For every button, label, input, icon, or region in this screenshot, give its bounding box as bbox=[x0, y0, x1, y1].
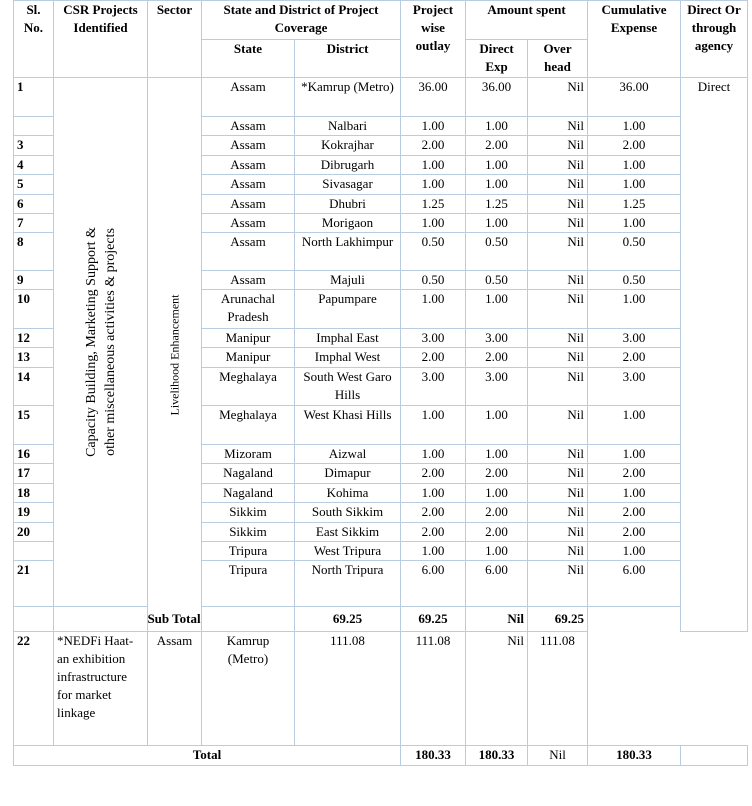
cell-outlay: 1.00 bbox=[401, 406, 466, 445]
cell-district: Kohima bbox=[295, 484, 401, 503]
header-csr-projects: CSR Projects Identified bbox=[54, 1, 148, 78]
cell-overhead: Nil bbox=[528, 271, 588, 290]
cell-outlay: 2.00 bbox=[401, 136, 466, 156]
cell-direct-exp: 2.00 bbox=[466, 464, 528, 484]
subtotal-cumulative: 69.25 bbox=[528, 607, 588, 632]
cell-state: Assam bbox=[202, 233, 295, 271]
cell-direct-exp: 111.08 bbox=[401, 632, 466, 746]
cell-overhead: Nil bbox=[528, 523, 588, 542]
total-agency bbox=[681, 746, 748, 766]
cell-outlay: 1.00 bbox=[401, 214, 466, 233]
cell-overhead: Nil bbox=[528, 561, 588, 607]
cell-cumulative: 3.00 bbox=[588, 329, 681, 348]
cell-state: Tripura bbox=[202, 542, 295, 561]
cell-outlay: 1.00 bbox=[401, 542, 466, 561]
total-label: Total bbox=[14, 746, 401, 766]
cell-overhead: Nil bbox=[528, 156, 588, 175]
cell-state: Manipur bbox=[202, 348, 295, 368]
cell-outlay: 36.00 bbox=[401, 78, 466, 117]
total-direct: 180.33 bbox=[466, 746, 528, 766]
cell-overhead: Nil bbox=[528, 503, 588, 523]
cell-sl: 10 bbox=[14, 290, 54, 329]
table-row bbox=[14, 632, 748, 746]
cell-cumulative: 6.00 bbox=[588, 561, 681, 607]
header-overhead: Over head bbox=[528, 40, 588, 78]
cell-district: South West Garo Hills bbox=[295, 368, 401, 406]
cell-direct-exp: 3.00 bbox=[466, 368, 528, 406]
cell-cumulative: 1.00 bbox=[588, 445, 681, 464]
agency-cell: Direct bbox=[681, 78, 748, 632]
cell-sl: 13 bbox=[14, 348, 54, 368]
cell-state: Assam bbox=[202, 271, 295, 290]
cell-overhead: Nil bbox=[528, 175, 588, 195]
cell-sl: 21 bbox=[14, 561, 54, 607]
cell-cumulative: 2.00 bbox=[588, 464, 681, 484]
cell-outlay: 111.08 bbox=[295, 632, 401, 746]
cell-outlay: 1.00 bbox=[401, 175, 466, 195]
cell-state: Meghalaya bbox=[202, 368, 295, 406]
total-overhead: Nil bbox=[528, 746, 588, 766]
cell-district: Sivasagar bbox=[295, 175, 401, 195]
cell-direct-exp: 2.00 bbox=[466, 503, 528, 523]
cell-cumulative: 1.00 bbox=[588, 214, 681, 233]
table-row bbox=[14, 78, 748, 117]
cell-district: Majuli bbox=[295, 271, 401, 290]
cell-cumulative: 1.00 bbox=[588, 484, 681, 503]
cell-state: Assam bbox=[202, 195, 295, 214]
cell-outlay: 0.50 bbox=[401, 271, 466, 290]
cell-sl: 4 bbox=[14, 156, 54, 175]
cell-outlay: 2.00 bbox=[401, 523, 466, 542]
cell-district: Aizwal bbox=[295, 445, 401, 464]
cell-state: Assam bbox=[202, 117, 295, 136]
cell-sl: 3 bbox=[14, 136, 54, 156]
cell-district: West Tripura bbox=[295, 542, 401, 561]
cell-sl: 22 bbox=[14, 632, 54, 746]
cell-sl: 6 bbox=[14, 195, 54, 214]
cell-outlay: 1.00 bbox=[401, 290, 466, 329]
cell-district: *Kamrup (Metro) bbox=[295, 78, 401, 117]
cell-overhead: Nil bbox=[528, 136, 588, 156]
cell-state: Nagaland bbox=[202, 484, 295, 503]
cell-cumulative: 2.00 bbox=[588, 348, 681, 368]
cell-district: Nalbari bbox=[295, 117, 401, 136]
cell-cumulative: 1.00 bbox=[588, 156, 681, 175]
cell-district: Kamrup (Metro) bbox=[202, 632, 295, 746]
cell-district: South Sikkim bbox=[295, 503, 401, 523]
subtotal-row bbox=[14, 607, 748, 632]
cell-overhead: Nil bbox=[528, 464, 588, 484]
table-body bbox=[14, 78, 748, 766]
cell-overhead: Nil bbox=[528, 484, 588, 503]
cell-sl: 5 bbox=[14, 175, 54, 195]
cell-state: Assam bbox=[202, 156, 295, 175]
cell-sl: 18 bbox=[14, 484, 54, 503]
cell-district: East Sikkim bbox=[295, 523, 401, 542]
cell-cumulative: 1.00 bbox=[588, 175, 681, 195]
cell-cumulative: 1.00 bbox=[588, 117, 681, 136]
cell-direct-exp: 1.00 bbox=[466, 214, 528, 233]
cell-overhead: Nil bbox=[528, 406, 588, 445]
cell-direct-exp: 1.00 bbox=[466, 175, 528, 195]
sector-name: Livelihood Enhancement bbox=[167, 294, 181, 415]
cell-cumulative: 1.00 bbox=[588, 290, 681, 329]
cell-sl: 14 bbox=[14, 368, 54, 406]
cell-outlay: 1.00 bbox=[401, 117, 466, 136]
cell-outlay: 2.00 bbox=[401, 348, 466, 368]
cell-direct-exp: 2.00 bbox=[466, 348, 528, 368]
cell-state: Meghalaya bbox=[202, 406, 295, 445]
csr-expense-table bbox=[13, 0, 748, 766]
cell-direct-exp: 2.00 bbox=[466, 523, 528, 542]
cell-state: Assam bbox=[148, 632, 202, 746]
cell-sl: 19 bbox=[14, 503, 54, 523]
cell-direct-exp: 0.50 bbox=[466, 233, 528, 271]
cell-sl: 1 bbox=[14, 78, 54, 117]
cell-state: Manipur bbox=[202, 329, 295, 348]
subtotal-direct: 69.25 bbox=[401, 607, 466, 632]
cell-outlay: 1.00 bbox=[401, 445, 466, 464]
cell-state: Nagaland bbox=[202, 464, 295, 484]
cell-district: Dibrugarh bbox=[295, 156, 401, 175]
cell-outlay: 1.00 bbox=[401, 156, 466, 175]
cell-cumulative: 1.25 bbox=[588, 195, 681, 214]
cell-district: Imphal West bbox=[295, 348, 401, 368]
cell-sl: 9 bbox=[14, 271, 54, 290]
cell-cumulative: 36.00 bbox=[588, 78, 681, 117]
cell-cumulative: 1.00 bbox=[588, 542, 681, 561]
cell-overhead: Nil bbox=[528, 348, 588, 368]
cell-overhead: Nil bbox=[528, 368, 588, 406]
cell-district: North Tripura bbox=[295, 561, 401, 607]
cell-outlay: 2.00 bbox=[401, 503, 466, 523]
cell-state: Assam bbox=[202, 136, 295, 156]
csr-project-name: *NEDFi Haat- an exhibition infrastructure for market linkage bbox=[54, 632, 148, 746]
cell-cumulative: 3.00 bbox=[588, 368, 681, 406]
header-direct-exp: Direct Exp bbox=[466, 40, 528, 78]
subtotal-label: Sub Total bbox=[54, 607, 295, 632]
cell-sl: 20 bbox=[14, 523, 54, 542]
cell-district: Kokrajhar bbox=[295, 136, 401, 156]
cell-cumulative: 111.08 bbox=[528, 632, 588, 746]
cell-state: Sikkim bbox=[202, 523, 295, 542]
cell-state: Assam bbox=[202, 214, 295, 233]
total-outlay: 180.33 bbox=[401, 746, 466, 766]
cell-sl bbox=[14, 607, 54, 632]
header-district: District bbox=[295, 40, 401, 78]
header-amount-spent: Amount spent bbox=[466, 1, 588, 40]
cell-district: Dhubri bbox=[295, 195, 401, 214]
cell-overhead: Nil bbox=[528, 117, 588, 136]
header-outlay: Project wise outlay bbox=[401, 1, 466, 78]
cell-sl: 12 bbox=[14, 329, 54, 348]
csr-project-cell bbox=[54, 78, 148, 607]
cell-overhead: Nil bbox=[528, 542, 588, 561]
cell-direct-exp: 3.00 bbox=[466, 329, 528, 348]
cell-direct-exp: 1.00 bbox=[466, 290, 528, 329]
cell-direct-exp: 6.00 bbox=[466, 561, 528, 607]
cell-sl: 17 bbox=[14, 464, 54, 484]
cell-overhead: Nil bbox=[528, 78, 588, 117]
cell-cumulative: 1.00 bbox=[588, 406, 681, 445]
cell-direct-exp: 0.50 bbox=[466, 271, 528, 290]
cell-cumulative: 0.50 bbox=[588, 271, 681, 290]
cell-sl bbox=[14, 117, 54, 136]
cell-district: Dimapur bbox=[295, 464, 401, 484]
cell-sl: 8 bbox=[14, 233, 54, 271]
cell-sl: 16 bbox=[14, 445, 54, 464]
cell-outlay: 1.00 bbox=[401, 484, 466, 503]
cell-overhead: Nil bbox=[528, 329, 588, 348]
total-cumulative: 180.33 bbox=[588, 746, 681, 766]
cell-direct-exp: 1.00 bbox=[466, 484, 528, 503]
header-state: State bbox=[202, 40, 295, 78]
cell-overhead: Nil bbox=[466, 632, 528, 746]
total-row bbox=[14, 746, 748, 766]
cell-outlay: 0.50 bbox=[401, 233, 466, 271]
cell-direct-exp: 1.00 bbox=[466, 445, 528, 464]
cell-overhead: Nil bbox=[528, 195, 588, 214]
cell-outlay: 3.00 bbox=[401, 368, 466, 406]
cell-state: Sikkim bbox=[202, 503, 295, 523]
cell-direct-exp: 1.00 bbox=[466, 406, 528, 445]
header-sl-no: Sl. No. bbox=[14, 1, 54, 78]
cell-direct-exp: 2.00 bbox=[466, 136, 528, 156]
cell-state: Tripura bbox=[202, 561, 295, 607]
cell-state: Arunachal Pradesh bbox=[202, 290, 295, 329]
cell-sl: 7 bbox=[14, 214, 54, 233]
cell-district: Imphal East bbox=[295, 329, 401, 348]
cell-cumulative: 2.00 bbox=[588, 523, 681, 542]
cell-district: Papumpare bbox=[295, 290, 401, 329]
cell-outlay: 2.00 bbox=[401, 464, 466, 484]
csr-project-name: Capacity Building, Marketing Support & other miscellaneous activities & projects bbox=[83, 227, 118, 457]
cell-district: West Khasi Hills bbox=[295, 406, 401, 445]
cell-sl: 15 bbox=[14, 406, 54, 445]
subtotal-overhead: Nil bbox=[466, 607, 528, 632]
cell-outlay: 6.00 bbox=[401, 561, 466, 607]
header-cumulative: Cumulative Expense bbox=[588, 1, 681, 78]
cell-outlay: 3.00 bbox=[401, 329, 466, 348]
cell-direct-exp: 1.00 bbox=[466, 156, 528, 175]
cell-state: Assam bbox=[202, 175, 295, 195]
header-coverage: State and District of Project Coverage bbox=[202, 1, 401, 40]
cell-district: Morigaon bbox=[295, 214, 401, 233]
cell-direct-exp: 1.00 bbox=[466, 117, 528, 136]
cell-overhead: Nil bbox=[528, 445, 588, 464]
cell-state: Mizoram bbox=[202, 445, 295, 464]
cell-sl bbox=[14, 542, 54, 561]
header-sector: Sector bbox=[148, 1, 202, 78]
cell-state: Assam bbox=[202, 78, 295, 117]
sector-cell bbox=[148, 78, 202, 632]
cell-direct-exp: 1.25 bbox=[466, 195, 528, 214]
header-agency: Direct Or through agency bbox=[681, 1, 748, 78]
cell-cumulative: 2.00 bbox=[588, 136, 681, 156]
cell-cumulative: 2.00 bbox=[588, 503, 681, 523]
cell-overhead: Nil bbox=[528, 214, 588, 233]
cell-outlay: 1.25 bbox=[401, 195, 466, 214]
cell-direct-exp: 1.00 bbox=[466, 542, 528, 561]
cell-direct-exp: 36.00 bbox=[466, 78, 528, 117]
cell-district: North Lakhimpur bbox=[295, 233, 401, 271]
subtotal-outlay: 69.25 bbox=[295, 607, 401, 632]
cell-overhead: Nil bbox=[528, 233, 588, 271]
cell-cumulative: 0.50 bbox=[588, 233, 681, 271]
cell-overhead: Nil bbox=[528, 290, 588, 329]
